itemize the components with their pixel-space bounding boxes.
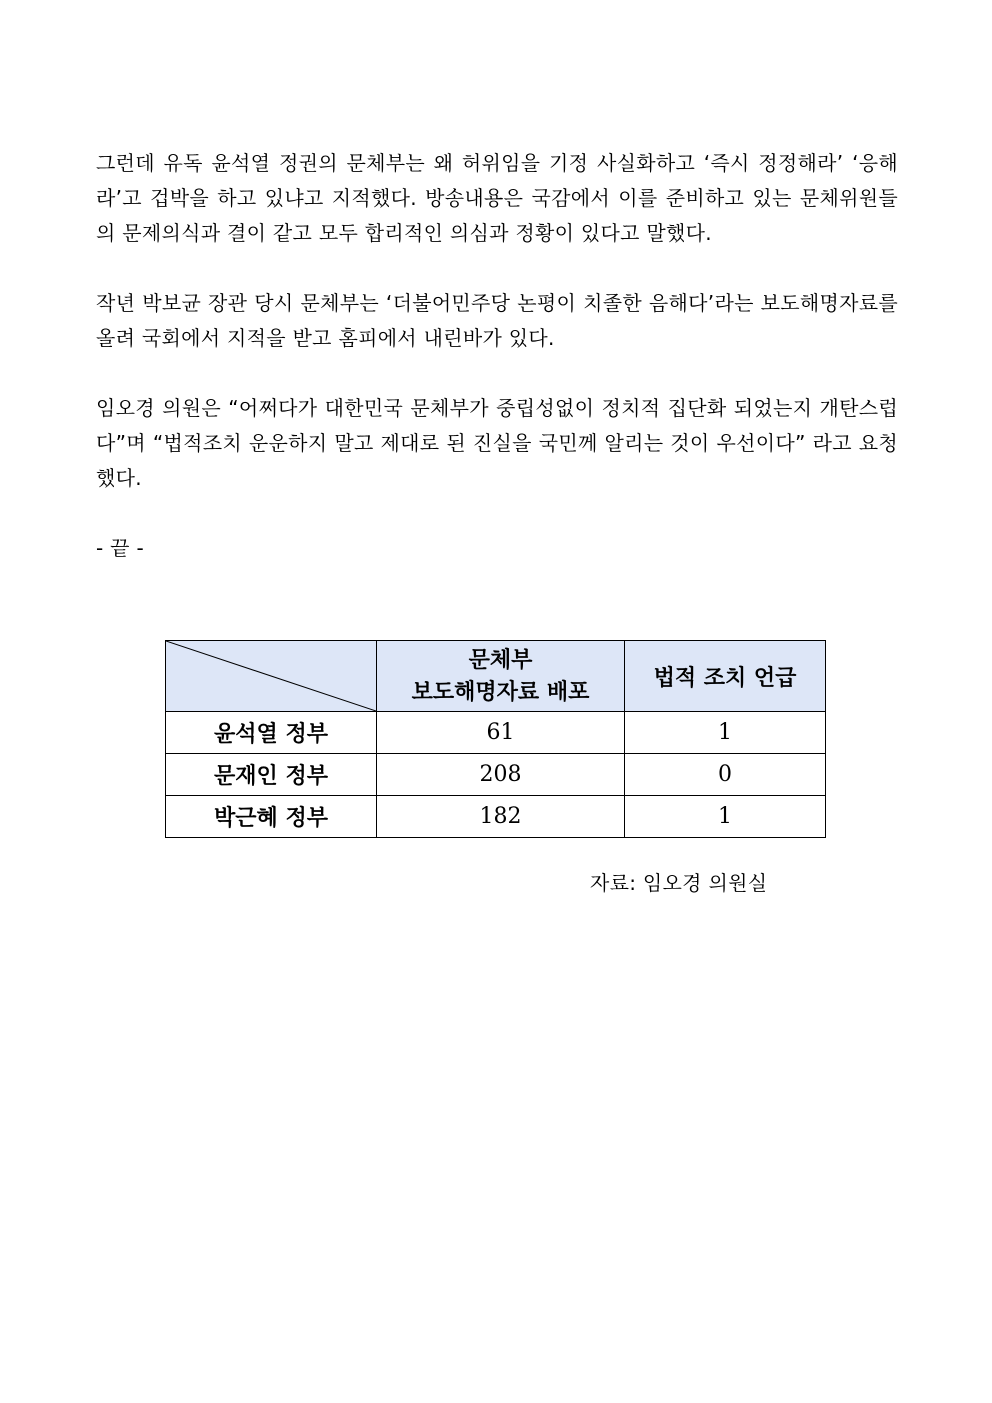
header-releases-line1: 문체부 bbox=[468, 647, 533, 673]
row-label: 문재인 정부 bbox=[166, 754, 377, 796]
releases-value: 61 bbox=[377, 712, 625, 754]
table-row bbox=[166, 712, 826, 754]
source-note: 자료: 임오경 의원실 bbox=[590, 871, 768, 895]
legal-value: 1 bbox=[625, 712, 826, 754]
releases-value: 208 bbox=[377, 754, 625, 796]
legal-value: 0 bbox=[625, 754, 826, 796]
end-mark: - 끝 - bbox=[96, 536, 144, 560]
table-row bbox=[166, 796, 826, 838]
paragraph-3: 임오경 의원은 “어쩌다가 대한민국 문체부가 중립성없이 정치적 집단화 되었는지 개탄스럽다”며 “법적조치 운운하지 말고 제대로 된 진실을 국민께 알리는 것이 우선이다” 라고 요청했다. bbox=[96, 396, 898, 490]
header-releases-line2: 보도해명자료 배포 bbox=[411, 679, 590, 705]
diagonal-header-cell bbox=[166, 641, 377, 712]
header-releases bbox=[377, 641, 625, 712]
releases-value: 182 bbox=[377, 796, 625, 838]
diagonal-line-icon bbox=[166, 641, 376, 711]
row-label: 박근혜 정부 bbox=[166, 796, 377, 838]
table-row bbox=[166, 754, 826, 796]
header-legal-action: 법적 조치 언급 bbox=[625, 641, 826, 712]
paragraph-1: 그런데 유독 윤석열 정권의 문체부는 왜 허위임을 기정 사실화하고 ‘즉시 정정해라’ ‘응해라’고 겁박을 하고 있냐고 지적했다. 방송내용은 국감에서 이를 준비하고 있는 문체위원들의 문제의식과 결이 같고 모두 합리적인 의심과 정황이 있다고 말했다. bbox=[96, 151, 898, 245]
table-header-row bbox=[166, 641, 826, 712]
press-release-table bbox=[165, 640, 826, 838]
paragraph-2: 작년 박보균 장관 당시 문체부는 ‘더불어민주당 논평이 치졸한 음해다’라는 보도해명자료를 올려 국회에서 지적을 받고 홈피에서 내린바가 있다. bbox=[96, 291, 898, 350]
row-label: 윤석열 정부 bbox=[166, 712, 377, 754]
legal-value: 1 bbox=[625, 796, 826, 838]
